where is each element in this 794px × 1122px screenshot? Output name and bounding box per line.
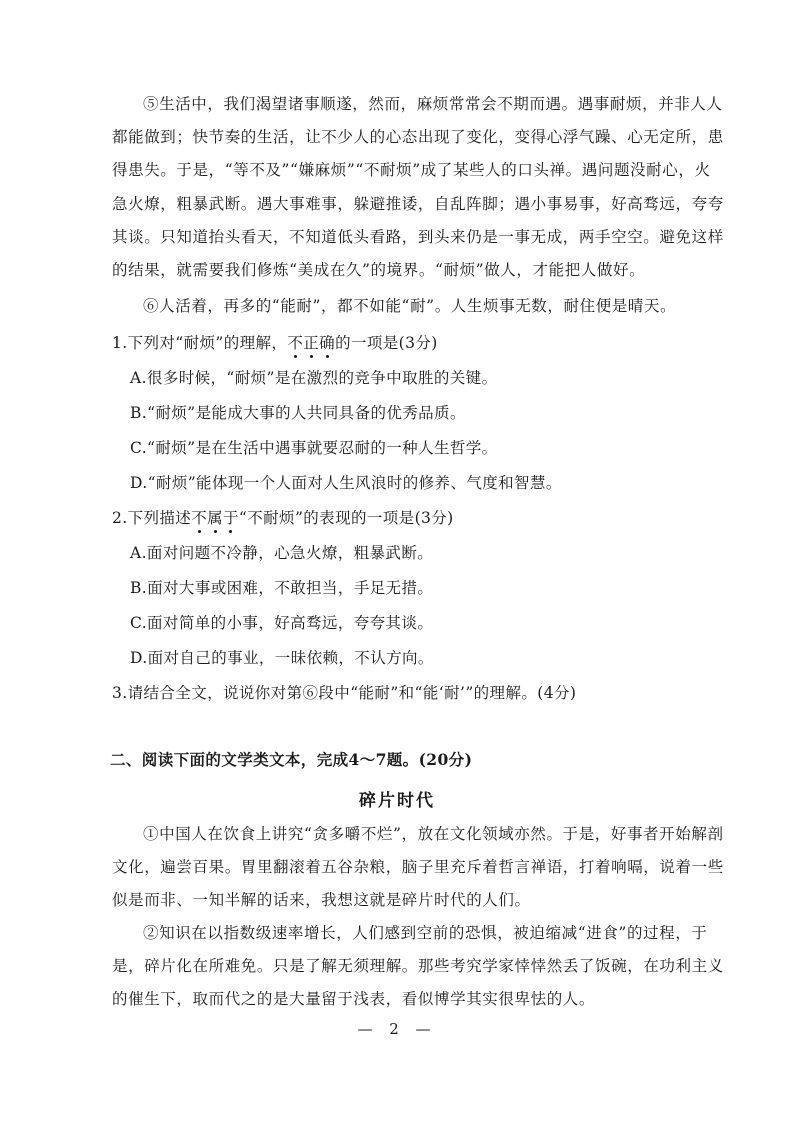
paragraph-5: ⑤生活中，我们渴望诸事顺遂，然而，麻烦常常会不期而遇。遇事耐烦，并非人人都能做到；快节奏的生活，让不少人的心态出现了变化，变得心浮气躁、心无定所，患得患失。于是，“等不及”“嫌麻烦”“不耐烦”成了某些人的口头禅。遇问题没耐心，火急火燎，粗暴武断。遇大事难事，躲避推诿，自乱阵脚；遇小事易事，好高骛远，夸夸其谈。只知道抬头看天，不知道低头看路，到头来仍是一事无成，两手空空。避免这样的结果，就需要我们修炼“美成在久”的境界。“耐烦”做人，才能把人做好。 <box>112 95 724 280</box>
emphasis-char: 于 <box>223 509 239 527</box>
paragraph-6: ⑥人活着，再多的“能耐”，都不如能“耐”。人生烦事无数，耐住便是晴天。 <box>143 297 677 315</box>
paragraph-1: ①中国人在饮食上讲究“贪多嚼不烂”，放在文化领域亦然。于是，好事者开始解剖文化，遍尝百果。胃里翻滚着五谷杂粮，脑子里充斥着哲言禅语，打着响嗝，说着一些似是而非、一知半解的话来，我想这就是碎片时代的人们。 <box>112 825 724 910</box>
question-1-suffix: 的一项是(3分) <box>335 334 438 352</box>
question-2-option-b: B.面对大事或困难，不敢担当，手足无措。 <box>130 579 434 597</box>
emphasis-char: 不 <box>287 334 304 352</box>
question-1-option-d: D.“耐烦”能体现一个人面对人生风浪时的修养、气度和智慧。 <box>130 474 562 492</box>
question-1-prefix: 1.下列对“耐烦”的理解， <box>112 334 288 352</box>
page-number: — 2 — <box>357 1020 437 1038</box>
question-3: 3.请结合全文，说说你对第⑥段中“能耐”和“能‘耐’”的理解。(4分) <box>112 684 577 702</box>
question-1-option-c: C.“耐烦”是在生活中遇事就要忍耐的一种人生哲学。 <box>130 439 498 457</box>
question-1-option-b: B.“耐烦”是能成大事的人共同具备的优秀品质。 <box>130 404 466 422</box>
emphasis-char: 属 <box>207 509 224 527</box>
question-2-option-d: D.面对自己的事业，一昧依赖，不认方向。 <box>130 649 434 667</box>
emphasis-char: 不 <box>191 509 208 527</box>
question-2-suffix: “不耐烦”的表现的一项是(3分) <box>238 509 454 527</box>
question-2-prefix: 2.下列描述 <box>112 509 192 527</box>
section-2-heading: 二、阅读下面的文学类文本，完成4～7题。(20分) <box>110 750 473 769</box>
question-1 <box>112 331 438 353</box>
question-2-emphasis-text <box>191 509 239 527</box>
paragraph-2: ②知识在以指数级速率增长，人们感到空前的恐惧，被迫缩减“进食”的过程，于是，碎片化在所难免。只是了解无须理解。那些考究学家悻悻然丢了饭碗，在功利主义的催生下，取而代之的是大量留于浅表，看似博学其实很卑怯的人。 <box>112 924 724 1009</box>
question-2 <box>112 506 454 528</box>
question-2-emphasis <box>191 509 239 527</box>
passage-title: 碎片时代 <box>359 791 435 811</box>
emphasis-char: 确 <box>319 334 336 352</box>
emphasis-char: 正 <box>303 334 320 352</box>
question-2-option-c: C.面对简单的小事，好高骛远，夸夸其谈。 <box>130 614 434 632</box>
question-1-emphasis <box>287 334 335 352</box>
question-1-option-a: A.很多时候，“耐烦”是在激烈的竞争中取胜的关键。 <box>130 369 498 387</box>
question-2-option-a: A.面对问题不冷静，心急火燎，粗暴武断。 <box>130 544 434 562</box>
question-1-emphasis-text <box>287 334 335 352</box>
